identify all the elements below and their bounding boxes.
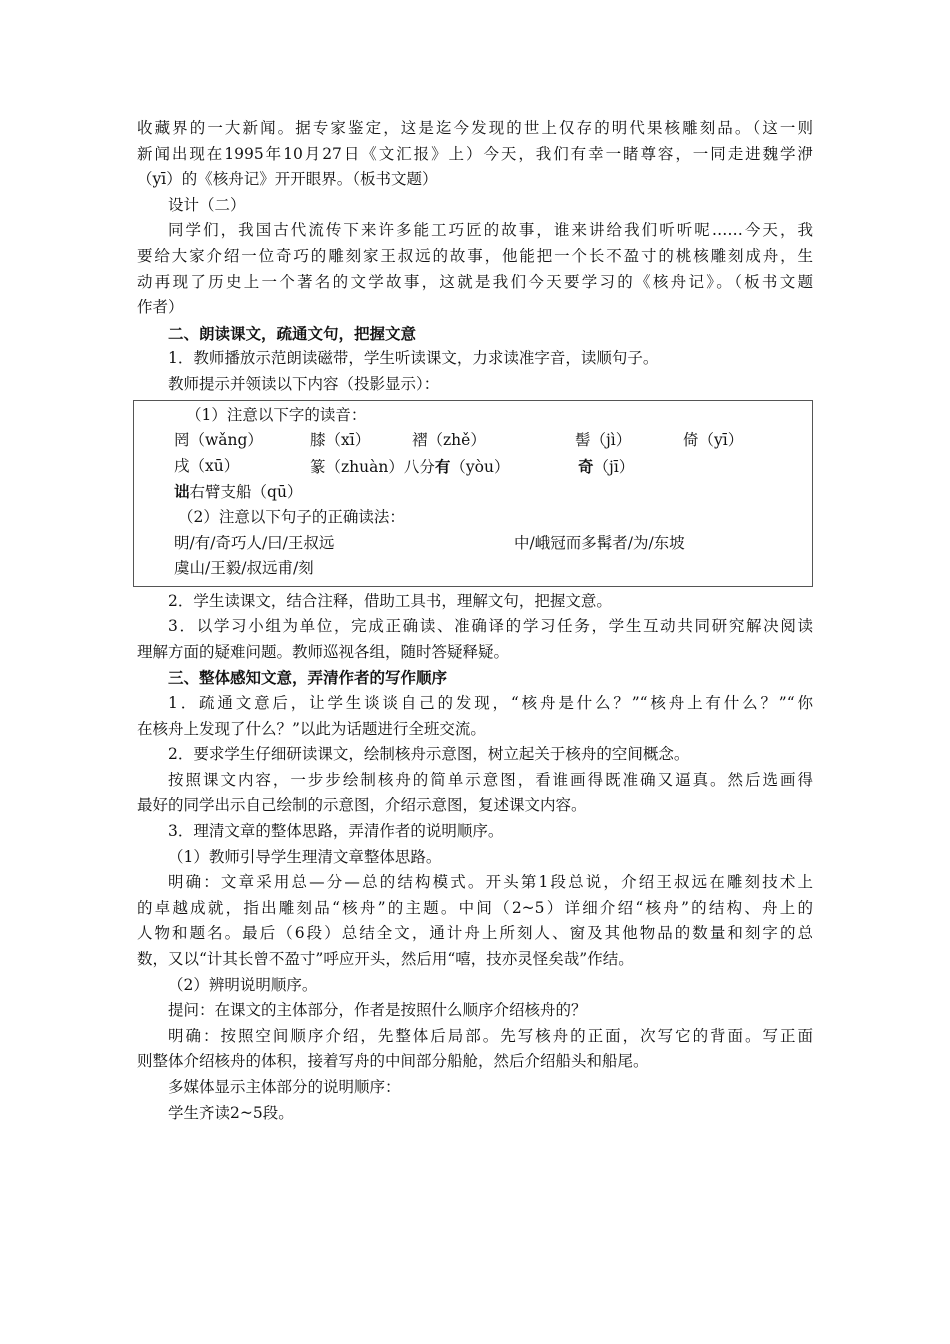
pronunciation-item: 戌（xū） <box>174 456 240 475</box>
pronunciation-bold: 有 <box>434 456 451 476</box>
document-body <box>137 116 813 1126</box>
section-heading: 三、整体感知文意，弄清作者的写作顺序 <box>168 668 448 688</box>
paragraph-line: 要给大家介绍一位奇巧的雕刻家王叔远的故事，他能把一个长不盈寸的桃核雕刻成舟，生 <box>137 246 813 265</box>
paragraph-line: 2．学生读课文，结合注释，借助工具书，理解文句，把握文意。 <box>168 591 612 610</box>
pronunciation-row <box>134 479 812 505</box>
paragraph-line: 在核舟上发现了什么？”以此为话题进行全班交流。 <box>137 719 486 738</box>
box-heading: （1）注意以下字的读音： <box>186 405 367 424</box>
paragraph-line: 人物和题名。最后（6段）总结全文，通计舟上所刻人、窗及其他物品的数量和刻字的总 <box>137 924 813 943</box>
paragraph-line: 明确：文章采用总—分—总的结构模式。开头第1段总说，介绍王叔远在雕刻技术上 <box>168 873 813 892</box>
pronunciation-item: 倚（yī） <box>683 431 744 450</box>
paragraph-line: （yī）的《核舟记》开开眼界。（板书文题） <box>137 170 438 189</box>
paragraph-line: 同学们，我国古代流传下来许多能工巧匠的故事，谁来讲给我们听听呢……今天，我 <box>168 221 813 240</box>
paragraph-line: 作者） <box>137 298 184 317</box>
sentence-item: 明/有/奇巧人/曰/王叔远 <box>174 533 335 552</box>
sentence-item: 中/峨冠而多髯者/为/东坡 <box>514 533 685 552</box>
paragraph-line: 数，又以“计其长曾不盈寸”呼应开头，然后用“嘻，技亦灵怪矣哉”作结。 <box>137 950 634 968</box>
paragraph-line: 1．教师播放示范朗读磁带，学生听读课文，力求读准字音，读顺句子。 <box>168 349 659 368</box>
paragraph-line: 则整体介绍核舟的体积，接着写舟的中间部分船舱，然后介绍船头和船尾。 <box>137 1052 649 1071</box>
paragraph-line: 收藏界的一大新闻。据专家鉴定，这是迄今发现的世上仅存的明代果核雕刻品。（这一则 <box>137 119 813 137</box>
paragraph-line: 动再现了历史上一个著名的文学故事，这就是我们今天要学习的《核舟记》。（板书文题 <box>137 272 813 291</box>
pronunciation-bold: 奇 <box>578 456 594 476</box>
pronunciation-item: 罔（wǎng） <box>174 431 263 450</box>
pronunciation-item <box>578 454 634 480</box>
paragraph-line: （1）教师引导学生理清文章整体思路。 <box>168 847 442 866</box>
paragraph-line: （2）辨明说明顺序。 <box>168 975 318 994</box>
paragraph-line: 明确：按照空间顺序介绍，先整体后局部。先写核舟的正面，次写它的背面。写正面 <box>168 1026 813 1045</box>
paragraph-line: 2．要求学生仔细研读课文，绘制核舟示意图，树立起关于核舟的空间概念。 <box>168 745 690 764</box>
paragraph-line: 最好的同学出示自己绘制的示意图，介绍示意图，复述课文内容。 <box>137 796 587 815</box>
pronunciation-item: 膝（xī） <box>310 431 371 450</box>
pronunciation-text: （jī） <box>593 457 635 476</box>
paragraph-line: 提问：在课文的主体部分，作者是按照什么顺序介绍核舟的？ <box>168 1001 587 1020</box>
paragraph-line: 学生齐读2~5段。 <box>168 1103 294 1122</box>
pronunciation-bold: 诎 <box>174 482 190 502</box>
pronunciation-text: 篆（zhuàn）八分 <box>310 457 435 476</box>
paragraph-line: 的卓越成就，指出雕刻品“核舟”的主题。中间（2~5）详细介绍“核舟”的结构、舟上的 <box>137 898 813 917</box>
box-heading: （2）注意以下句子的正确读法： <box>178 507 405 526</box>
paragraph-line: 理解方面的疑难问题。教师巡视各组，随时答疑释疑。 <box>137 642 510 661</box>
pronunciation-row <box>134 454 812 480</box>
paragraph-line: 多媒体显示主体部分的说明顺序： <box>168 1077 401 1096</box>
paragraph-line: 3．以学习小组为单位，完成正确读、准确译的学习任务，学生互动共同研究解决阅读 <box>168 617 813 636</box>
pronunciation-text: （yòu） <box>450 457 510 476</box>
paragraph-line: 3．理清文章的整体思路，弄清作者的说明顺序。 <box>168 822 504 841</box>
pronunciation-text: 右臂支船（qū） <box>189 483 303 502</box>
paragraph-line: 新闻出现在1995年10月27日《文汇报》上）今天，我们有幸一睹尊容，一同走进魏学洢 <box>137 144 813 163</box>
paragraph-line: 1．疏通文意后，让学生谈谈自己的发现，“核舟是什么？”“核舟上有什么？”“你 <box>168 694 813 713</box>
sentence-row <box>134 531 812 557</box>
section-heading: 二、朗读课文，疏通文句，把握文意 <box>168 323 417 343</box>
pronunciation-item: 髻（jì） <box>575 431 632 450</box>
paragraph-line: 教师提示并领读以下内容（投影显示）： <box>168 374 440 393</box>
design-title: 设计（二） <box>168 195 246 214</box>
projection-box <box>133 400 813 587</box>
pronunciation-row <box>134 428 812 454</box>
pronunciation-item: 褶（zhě） <box>412 431 486 450</box>
pronunciation-item <box>310 454 578 480</box>
sentence-item: 虞山/王毅/叔远甫/刻 <box>174 559 314 578</box>
paragraph-line: 按照课文内容，一步步绘制核舟的简单示意图，看谁画得既准确又逼真。然后选画得 <box>168 770 813 789</box>
